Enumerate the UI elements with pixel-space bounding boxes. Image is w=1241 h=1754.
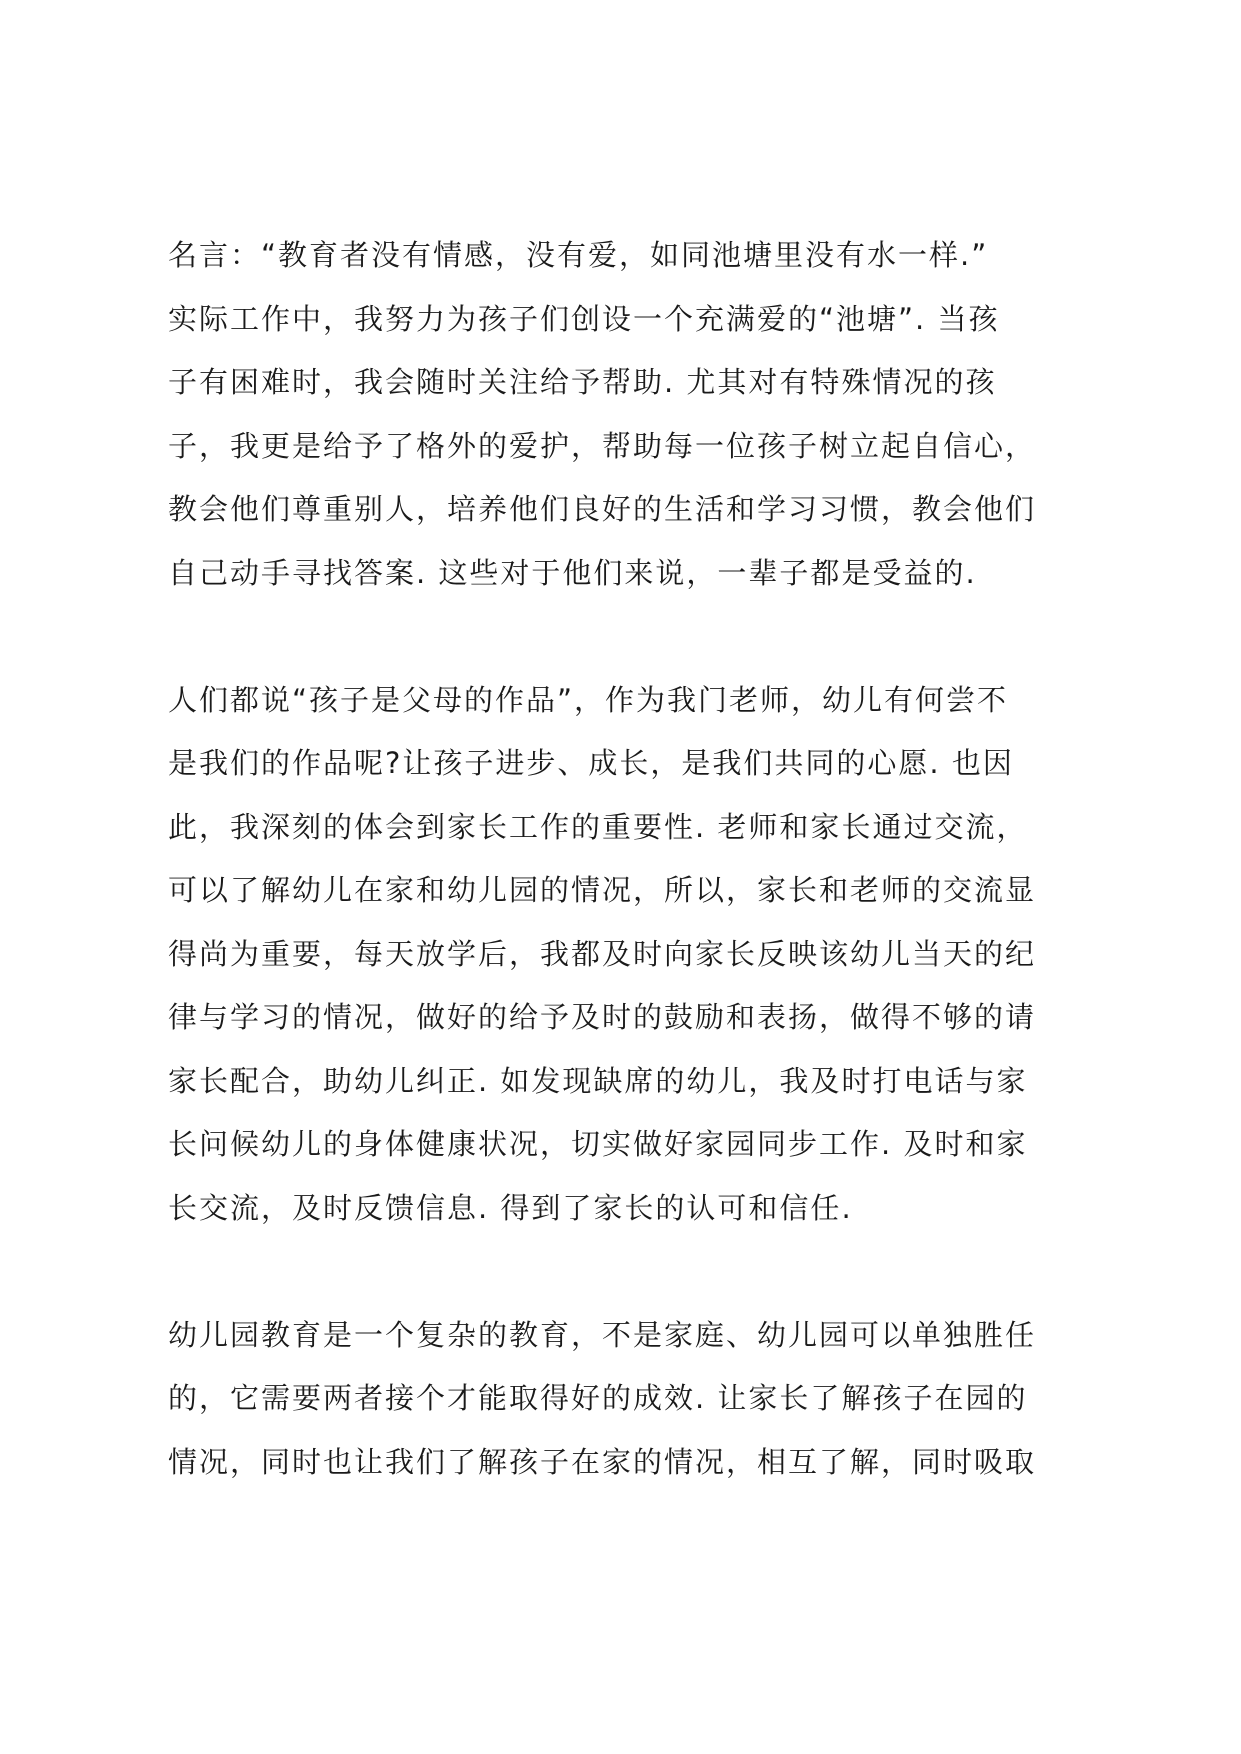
text-line: 此，我深刻的体会到家长工作的重要性. 老师和家长通过交流， [168,809,1028,844]
text-line: 人们都说“孩子是父母的作品”，作为我门老师，幼儿有何尝不 [168,682,1009,717]
text-line: 的，它需要两者接个才能取得好的成效. 让家长了解孩子在园的 [168,1381,1028,1415]
text-line: 自己动手寻找答案. 这些对于他们来说，一辈子都是受益的. [168,555,977,590]
text-line: 律与学习的情况，做好的给予及时的鼓励和表扬，做得不够的请 [168,1000,1037,1034]
document-body [168,224,1098,1494]
text-line: 教会他们尊重别人，培养他们良好的生活和学习习惯，教会他们 [168,492,1037,526]
text-line: 名言：“教育者没有情感，没有爱，如同池塘里没有水一样.” [168,238,989,272]
text-line: 长问候幼儿的身体健康状况，切实做好家园同步工作. 及时和家 [168,1127,1028,1161]
text-line: 可以了解幼儿在家和幼儿园的情况，所以，家长和老师的交流显 [168,873,1037,907]
paragraph-1 [168,224,1098,605]
paragraph-gap [168,1240,1098,1304]
paragraph-3 [168,1304,1098,1495]
text-line: 子有困难时，我会随时关注给予帮助. 尤其对有特殊情况的孩 [168,365,997,399]
paragraph-2 [168,669,1098,1241]
text-line: 家长配合，助幼儿纠正. 如发现缺席的幼儿，我及时打电话与家 [168,1063,1028,1098]
text-line: 子，我更是给予了格外的爱护，帮助每一位孩子树立起自信心， [168,428,1037,463]
text-line: 是我们的作品呢?让孩子进步、成长，是我们共同的心愿. 也因 [168,746,1014,780]
text-line: 实际工作中，我努力为孩子们创设一个充满爱的“池塘”. 当孩 [168,301,1000,336]
text-line: 得尚为重要，每天放学后，我都及时向家长反映该幼儿当天的纪 [168,936,1037,971]
text-line: 幼儿园教育是一个复杂的教育，不是家庭、幼儿园可以单独胜任 [168,1317,1037,1352]
text-line: 长交流，及时反馈信息. 得到了家长的认可和信任. [168,1190,853,1225]
paragraph-gap [168,605,1098,669]
text-line: 情况，同时也让我们了解孩子在家的情况，相互了解，同时吸取 [168,1444,1037,1479]
